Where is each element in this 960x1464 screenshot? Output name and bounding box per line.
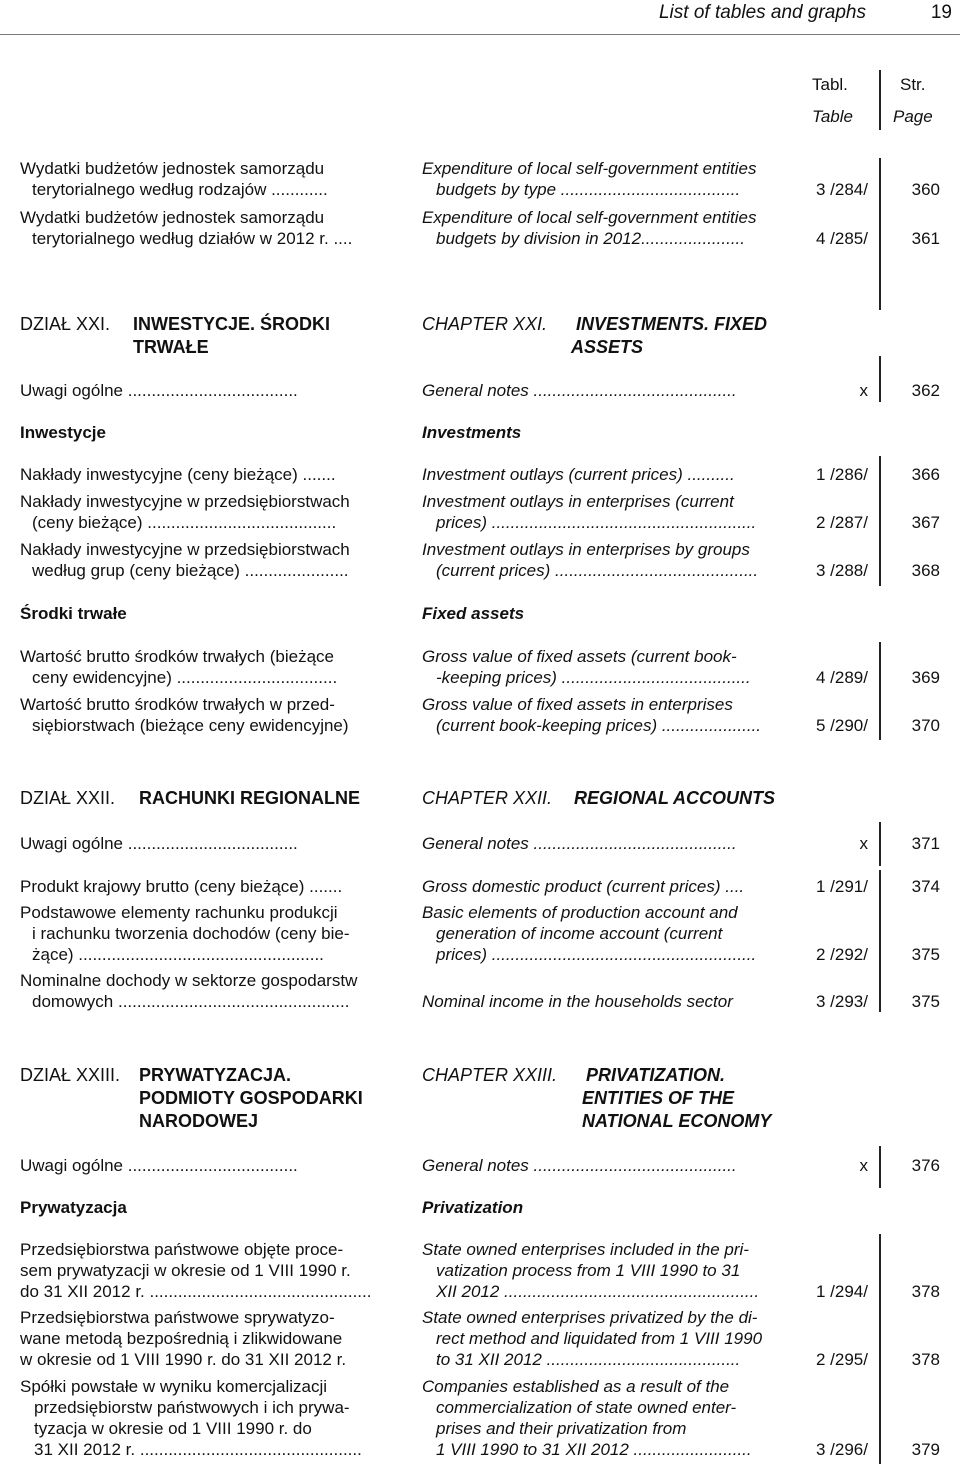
entry-en: Companies established as a result of the xyxy=(422,1377,730,1396)
entry-en: -keeping prices) ........................................ xyxy=(436,668,751,687)
entry-pl: Podstawowe elementy rachunku produkcji xyxy=(20,903,338,922)
chapter-label-en: CHAPTER XXII. xyxy=(422,788,553,808)
chapter-title-pl: NARODOWEJ xyxy=(139,1111,259,1131)
chapter-title-pl: PRYWATYZACJA. xyxy=(139,1065,292,1085)
page-ref: 362 xyxy=(911,381,940,400)
entry-pl: Wartość brutto środków trwałych w przed- xyxy=(20,695,335,714)
entry-pl: sem prywatyzacji w okresie od 1 VIII 1990 r. xyxy=(20,1261,351,1280)
chapter-title-pl: PODMIOTY GOSPODARKI xyxy=(139,1088,363,1108)
table-number: x xyxy=(859,834,868,853)
general-notes-en: General notes ........................................... xyxy=(422,1156,737,1175)
entry-en: Expenditure of local self-government entities xyxy=(422,208,757,227)
entry-en: Expenditure of local self-government entities xyxy=(422,159,757,178)
entry-pl: Przedsiębiorstwa państwowe sprywatyzo- xyxy=(20,1308,335,1327)
table-number: 4 /289/ xyxy=(816,668,868,687)
general-notes-en: General notes ........................................... xyxy=(422,381,737,400)
entry-pl: wane metodą bezpośrednią i zlikwidowane xyxy=(20,1329,343,1348)
page-ref: 375 xyxy=(911,992,940,1011)
subsection-en: Investments xyxy=(422,423,522,442)
entry-en: prices) ........................................................ xyxy=(436,945,757,964)
page-ref: 379 xyxy=(911,1440,940,1459)
page-heading-en: Page xyxy=(893,107,933,126)
table-number: x xyxy=(859,1156,868,1175)
entry-pl: Wydatki budżetów jednostek samorządu xyxy=(20,159,325,178)
entry-pl: Produkt krajowy brutto (ceny bieżące) ....... xyxy=(20,877,343,896)
chapter-label-pl: DZIAŁ XXII. xyxy=(20,788,116,808)
chapter-label-pl: DZIAŁ XXIII. xyxy=(20,1065,121,1085)
entry-en: budgets by type ...................................... xyxy=(436,180,741,199)
chapter-label-pl: DZIAŁ XXI. xyxy=(20,314,111,334)
entry-pl: i rachunku tworzenia dochodów (ceny bie- xyxy=(32,924,350,943)
chapter-title-pl: RACHUNKI REGIONALNE xyxy=(139,788,361,808)
entry-pl: Wartość brutto środków trwałych (bieżące xyxy=(20,647,334,666)
entry-pl: Nakłady inwestycyjne (ceny bieżące) ....... xyxy=(20,465,336,484)
entry-en: State owned enterprises privatized by the di- xyxy=(422,1308,758,1327)
page-header-title: List of tables and graphs xyxy=(658,2,866,23)
entry-pl: przedsiębiorstw państwowych i ich prywa- xyxy=(34,1398,350,1417)
entry-pl: Spółki powstałe w wyniku komercjalizacji xyxy=(20,1377,328,1396)
entry-en: to 31 XII 2012 ......................................... xyxy=(436,1350,741,1369)
page-ref: 378 xyxy=(911,1350,940,1369)
page-ref: 366 xyxy=(911,465,940,484)
entry-pl: domowych ................................................. xyxy=(32,992,350,1011)
entry-en: Gross value of fixed assets (current book- xyxy=(422,647,737,666)
chapter-title-en: REGIONAL ACCOUNTS xyxy=(574,788,776,808)
entry-en: Nominal income in the households sector xyxy=(422,992,733,1011)
page-ref: 368 xyxy=(911,561,940,580)
entry-en: (current prices) ........................................... xyxy=(436,561,759,580)
chapter-title-en: ASSETS xyxy=(571,337,644,357)
entry-en: prises and their privatization from xyxy=(436,1419,687,1438)
subsection-pl: Inwestycje xyxy=(20,423,106,442)
page-ref: 378 xyxy=(911,1282,940,1301)
general-notes-pl: Uwagi ogólne .................................... xyxy=(20,381,298,400)
chapter-title-en: PRIVATIZATION. xyxy=(586,1065,725,1085)
entry-pl: terytorialnego według rodzajów ............ xyxy=(32,180,328,199)
chapter-title-en: ENTITIES OF THE xyxy=(582,1088,735,1108)
table-number: 2 /292/ xyxy=(816,945,868,964)
subsection-en: Privatization xyxy=(422,1198,524,1217)
page-heading-pl: Str. xyxy=(900,75,926,94)
table-number: 2 /287/ xyxy=(816,513,868,532)
entry-pl: (ceny bieżące) ........................................ xyxy=(32,513,337,532)
chapter-title-en: INVESTMENTS. FIXED xyxy=(576,314,768,334)
page-number: 19 xyxy=(930,2,952,23)
chapter-title-pl: INWESTYCJE. ŚRODKI xyxy=(133,314,331,334)
entry-en: prices) ........................................................ xyxy=(436,513,757,532)
entry-pl: Nakłady inwestycyjne w przedsiębiorstwach xyxy=(20,492,350,511)
entry-pl: według grup (ceny bieżące) ...................... xyxy=(32,561,349,580)
subsection-pl: Prywatyzacja xyxy=(20,1198,127,1217)
entry-pl: Przedsiębiorstwa państwowe objęte proce- xyxy=(20,1240,344,1259)
entry-pl: Nominalne dochody w sektorze gospodarstw xyxy=(20,971,358,990)
entry-en: Gross value of fixed assets in enterprises xyxy=(422,695,733,714)
general-notes-pl: Uwagi ogólne .................................... xyxy=(20,1156,298,1175)
table-number: x xyxy=(859,381,868,400)
page-ref: 369 xyxy=(911,668,940,687)
general-notes-en: General notes ........................................... xyxy=(422,834,737,853)
entry-en: XII 2012 ...................................................... xyxy=(436,1282,760,1301)
chapter-label-en: CHAPTER XXI. xyxy=(422,314,548,334)
page-ref: 374 xyxy=(911,877,940,896)
entry-en: Investment outlays in enterprises by groups xyxy=(422,540,750,559)
entry-en: Investment outlays (current prices) .......... xyxy=(422,465,735,484)
entry-en: State owned enterprises included in the pri- xyxy=(422,1240,749,1259)
column-divider xyxy=(879,70,881,130)
page-ref: 361 xyxy=(911,229,940,248)
page-ref: 376 xyxy=(911,1156,940,1175)
entry-pl: terytorialnego według działów w 2012 r. .... xyxy=(32,229,353,248)
entry-pl: żące) .................................................... xyxy=(32,945,324,964)
entry-en: commercialization of state owned enter- xyxy=(436,1398,737,1417)
table-number: 1 /291/ xyxy=(816,877,868,896)
entry-en: vatization process from 1 VIII 1990 to 31 xyxy=(436,1261,741,1280)
table-number: 1 /294/ xyxy=(816,1282,868,1301)
tabl-heading-en: Table xyxy=(812,107,853,126)
entry-en: budgets by division in 2012...................... xyxy=(436,229,745,248)
table-number: 2 /295/ xyxy=(816,1350,868,1369)
entry-en: 1 VIII 1990 to 31 XII 2012 ......................... xyxy=(436,1440,752,1459)
entry-en: Basic elements of production account and xyxy=(422,903,738,922)
chapter-title-en: NATIONAL ECONOMY xyxy=(582,1111,772,1131)
header-rule xyxy=(0,34,960,35)
entry-pl: Nakłady inwestycyjne w przedsiębiorstwach xyxy=(20,540,350,559)
page-ref: 360 xyxy=(911,180,940,199)
entry-pl: siębiorstwach (bieżące ceny ewidencyjne) xyxy=(32,716,349,735)
page-ref: 370 xyxy=(911,716,940,735)
table-number: 4 /285/ xyxy=(816,229,868,248)
table-number: 3 /296/ xyxy=(816,1440,868,1459)
entry-en: (current book-keeping prices) ..................... xyxy=(436,716,762,735)
entry-pl: tyzacja w okresie od 1 VIII 1990 r. do xyxy=(34,1419,312,1438)
table-number: 3 /288/ xyxy=(816,561,868,580)
entry-pl: do 31 XII 2012 r. ............................................... xyxy=(20,1282,372,1301)
table-number: 1 /286/ xyxy=(816,465,868,484)
chapter-label-en: CHAPTER XXIII. xyxy=(422,1065,558,1085)
entry-en: generation of income account (current xyxy=(436,924,723,943)
page-ref: 367 xyxy=(911,513,940,532)
tabl-heading-pl: Tabl. xyxy=(812,75,848,94)
entry-pl: 31 XII 2012 r. ............................................... xyxy=(34,1440,362,1459)
general-notes-pl: Uwagi ogólne .................................... xyxy=(20,834,298,853)
page-ref: 371 xyxy=(911,834,940,853)
entry-pl: Wydatki budżetów jednostek samorządu xyxy=(20,208,325,227)
entry-en: Investment outlays in enterprises (current xyxy=(422,492,734,511)
entry-pl: ceny ewidencyjne) .................................. xyxy=(32,668,338,687)
entry-pl: w okresie od 1 VIII 1990 r. do 31 XII 2012 r. xyxy=(20,1350,347,1369)
table-number: 3 /293/ xyxy=(816,992,868,1011)
entry-en: rect method and liquidated from 1 VIII 1990 xyxy=(436,1329,763,1348)
table-number: 3 /284/ xyxy=(816,180,868,199)
entry-en: Gross domestic product (current prices) .... xyxy=(422,877,745,896)
subsection-en: Fixed assets xyxy=(422,604,525,623)
subsection-pl: Środki trwałe xyxy=(20,604,127,623)
table-number: 5 /290/ xyxy=(816,716,868,735)
chapter-title-pl: TRWAŁE xyxy=(133,337,209,357)
page-ref: 375 xyxy=(911,945,940,964)
